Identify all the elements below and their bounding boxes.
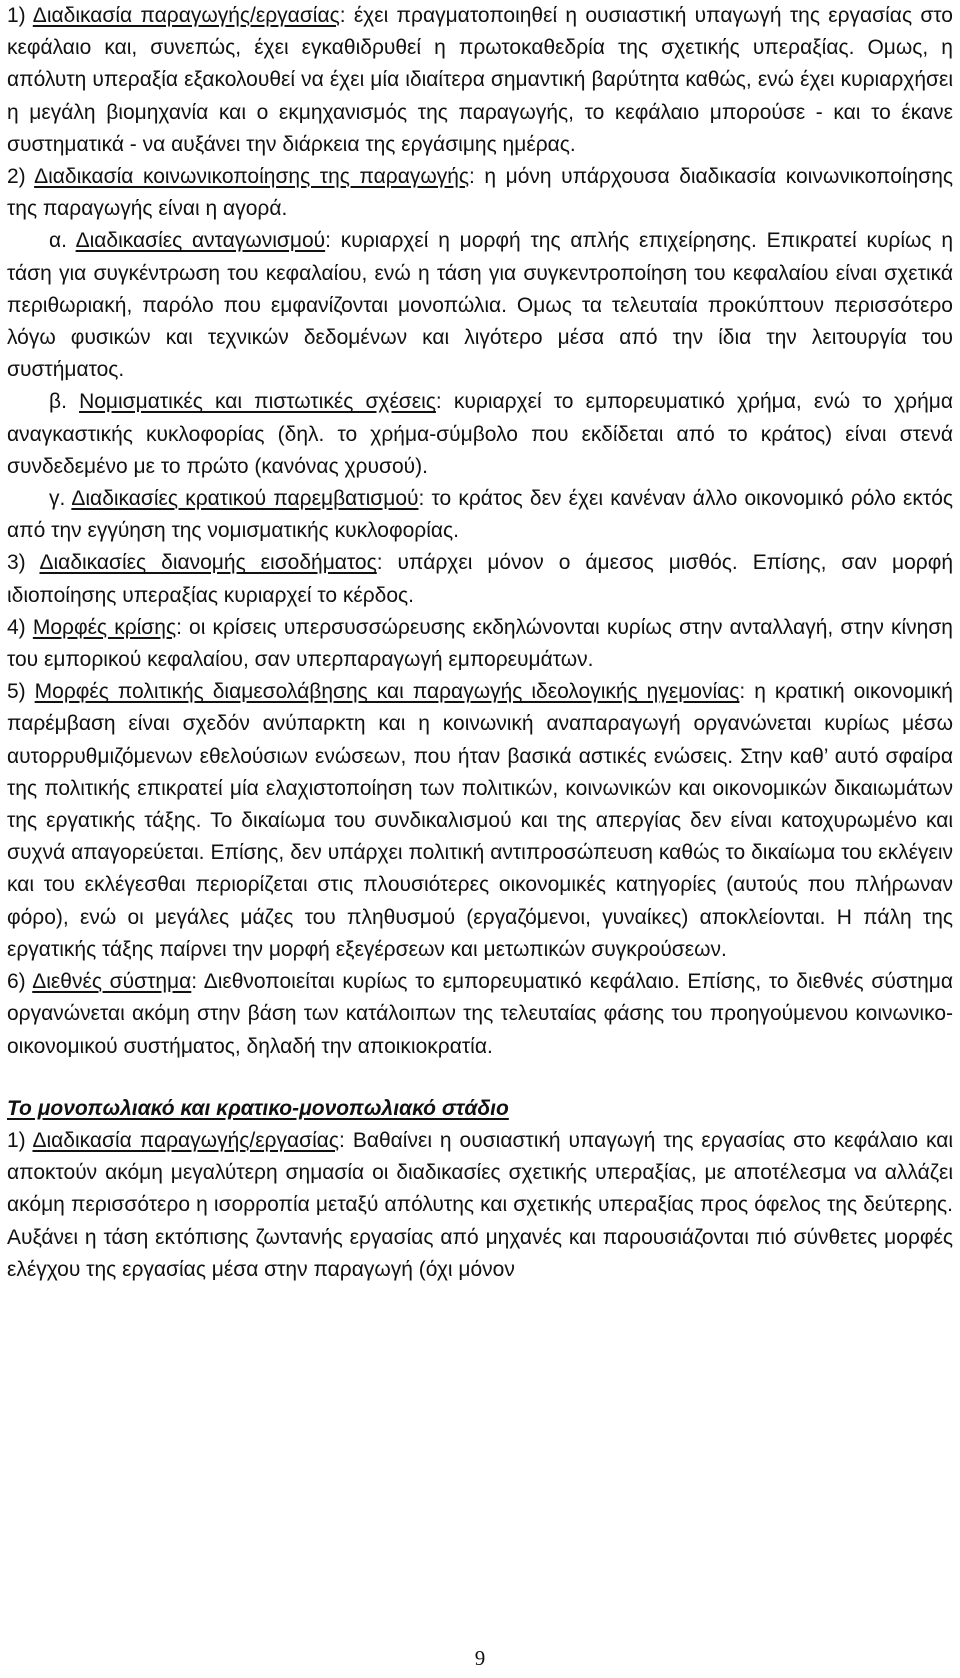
item-heading: Διαδικασίες κρατικού παρεμβατισμού <box>71 487 419 511</box>
item-text: : η κρατική οικονομική παρέμβαση είναι σχεδόν ανύπαρκτη και η κοινωνική αναπαραγωγή οργανώνεται κυρίως μέσω αυτορρυθμιζόμενων εθελούσιων ενώσεων, που ήταν βασικά αστικές ενώσεις. Στην καθ’ αυτό σφαίρα της πολιτικής επικρατεί μία ελαχιστοποίηση των πολιτικών, κοινωνικών και οικονομικών δικαιωμάτων της εργατικής τάξης. Το δικαίωμα του συνδικαλισμού και της απεργίας δεν είναι κατοχυρωμένο και συχνά απαγορεύεται. Επίσης, δεν υπάρχει πολιτική αντιπροσώπευση καθώς το δικαίωμα του εκλέγειν και του εκλέγεσθαι περιορίζεται στις πλουσιότερες οικονομικές κατηγορίες (αυτούς που πλήρωναν φόρο), ενώ οι μεγάλες μάζες του πληθυσμού (εργαζόμενοι, γυναίκες) αποκλείονται. Η πάλη της εργατικής τάξης παίρνει την μορφή εξεγέρσεων και μετωπικών συγκρούσεων. <box>7 680 953 961</box>
item-heading: Διαδικασία παραγωγής/εργασίας <box>32 1128 340 1152</box>
item-text: : υπάρχει μόνον ο άμεσος μισθός. Επίσης, σαν μορφή ιδιοποίησης υπεραξίας κυριαρχεί το κέρδος. <box>7 551 954 607</box>
item-number: 1) <box>7 1128 33 1152</box>
paragraph-competition <box>7 225 953 386</box>
item-heading: Διεθνές σύστημα <box>32 970 192 994</box>
section-spacer <box>7 1063 953 1093</box>
item-heading: Μορφές πολιτικής διαμεσολάβησης και παραγωγής ιδεολογικής ηγεμονίας <box>34 680 740 704</box>
item-text: : οι κρίσεις υπερσυσσώρευσης εκδηλώνονται κυρίως στην ανταλλαγή, στην κίνηση του εμπορικού κεφαλαίου, σαν υπερπαραγωγή εμπορευμάτων. <box>7 615 953 672</box>
paragraph-monetary-credit <box>7 386 953 483</box>
item-text: : κυριαρχεί το εμπορευματικό χρήμα, ενώ το χρήμα αναγκαστικής κυκλοφορίας (δηλ. το χρήμα-σύμβολο που εκδίδεται από το κράτος) είναι στενά συνδεδεμένο με το πρώτο (κανόνας χρυσού). <box>7 390 953 478</box>
item-number: α. <box>49 229 76 253</box>
item-number: γ. <box>49 487 72 511</box>
item-heading: Διαδικασία παραγωγής/εργασίας <box>32 4 340 27</box>
paragraph-international-system <box>7 966 953 1063</box>
paragraph-production-labor <box>7 0 953 161</box>
item-text: : Διεθνοποιείται κυρίως το εμπορευματικό κεφάλαιο. Επίσης, το διεθνές σύστημα οργανώνεται ακόμη στην βάση των κατάλοιπων της τελευταίας φάσης του προηγούμενου κοινωνικο-οικονομικού συστήματος, δηλαδή την αποικιοκρατία. <box>7 970 953 1058</box>
item-heading: Διαδικασίες διανομής εισοδήματος <box>39 551 377 575</box>
item-number: 2) <box>7 165 35 189</box>
item-number: 4) <box>7 615 33 639</box>
item-heading: Διαδικασίες ανταγωνισμού <box>75 229 326 253</box>
item-text: : κυριαρχεί η μορφή της απλής επιχείρησης. Επικρατεί κυρίως η τάση για συγκέντρωση του κεφαλαίου, ενώ η τάση για συγκεντροποίηση του κεφαλαίου είναι σχετικά περιθωριακή, παρόλο που εμφανίζονται μονοπώλια. Ομως τα τελευταία προκύπτουν περισσότερο λόγω φυσικών και τεχνικών δεδομένων και λιγότερο μέσα από την ίδια την λειτουργία του συστήματος. <box>7 229 953 382</box>
paragraph-crisis-forms <box>7 612 953 676</box>
section-title-line <box>7 1093 953 1125</box>
paragraph-socialization <box>7 161 953 225</box>
item-number: β. <box>49 390 80 414</box>
item-heading: Νομισματικές και πιστωτικές σχέσεις <box>79 390 436 414</box>
page-number: 9 <box>474 1646 486 1670</box>
item-number: 3) <box>7 551 40 575</box>
item-number: 5) <box>7 680 35 704</box>
item-number: 1) <box>7 4 33 27</box>
item-heading: Διαδικασία κοινωνικοποίησης της παραγωγής <box>34 165 470 189</box>
paragraph-monopoly-production <box>7 1125 953 1286</box>
document-body <box>7 0 953 1286</box>
item-text: : η μόνη υπάρχουσα διαδικασία κοινωνικοποίησης της παραγωγής είναι η αγορά. <box>7 165 953 221</box>
section-title: Το μονοπωλιακό και κρατικο-μονοπωλιακό στάδιο <box>7 1096 509 1120</box>
item-text: : Βαθαίνει η ουσιαστική υπαγωγή της εργασίας στο κεφάλαιο και αποκτούν ακόμη μεγαλύτερη σημασία οι διαδικασίες σχετικής υπεραξίας, με αποτέλεσμα να αλλάζει ακόμη περισσότερο η ισορροπία μεταξύ απόλυτης και σχετικής υπεραξίας προς όφελος της δεύτερης. Αυξάνει η τάση εκτόπισης ζωντανής εργασίας από μηχανές και παρουσιάζονται πιό σύνθετες μορφές ελέγχου της εργασίας μέσα στην παραγωγή (όχι μόνον <box>7 1128 954 1281</box>
paragraph-state-intervention <box>7 483 953 547</box>
item-number: 6) <box>7 970 33 994</box>
item-heading: Μορφές κρίσης <box>32 615 177 639</box>
paragraph-income-distribution <box>7 547 953 611</box>
item-text: : έχει πραγματοποιηθεί η ουσιαστική υπαγωγή της εργασίας στο κεφάλαιο και, συνεπώς, έχει εγκαθιδρυθεί η πρωτοκαθεδρία της σχετικής υπεραξίας. Ομως, η απόλυτη υπεραξία εξακολουθεί να έχει μία ιδιαίτερα σημαντική βαρύτητα καθώς, ενώ έχει κυριαρχήσει η μεγάλη βιομηχανία και ο εκμηχανισμός της παραγωγής, το κεφάλαιο μπορούσε - και το έκανε συστηματικά - να αυξάνει την διάρκεια της εργάσιμης ημέρας. <box>7 4 953 156</box>
item-text: : το κράτος δεν έχει κανέναν άλλο οικονομικό ρόλο εκτός από την εγγύηση της νομισματικής κυκλοφορίας. <box>7 487 954 543</box>
paragraph-political-mediation <box>7 676 953 966</box>
